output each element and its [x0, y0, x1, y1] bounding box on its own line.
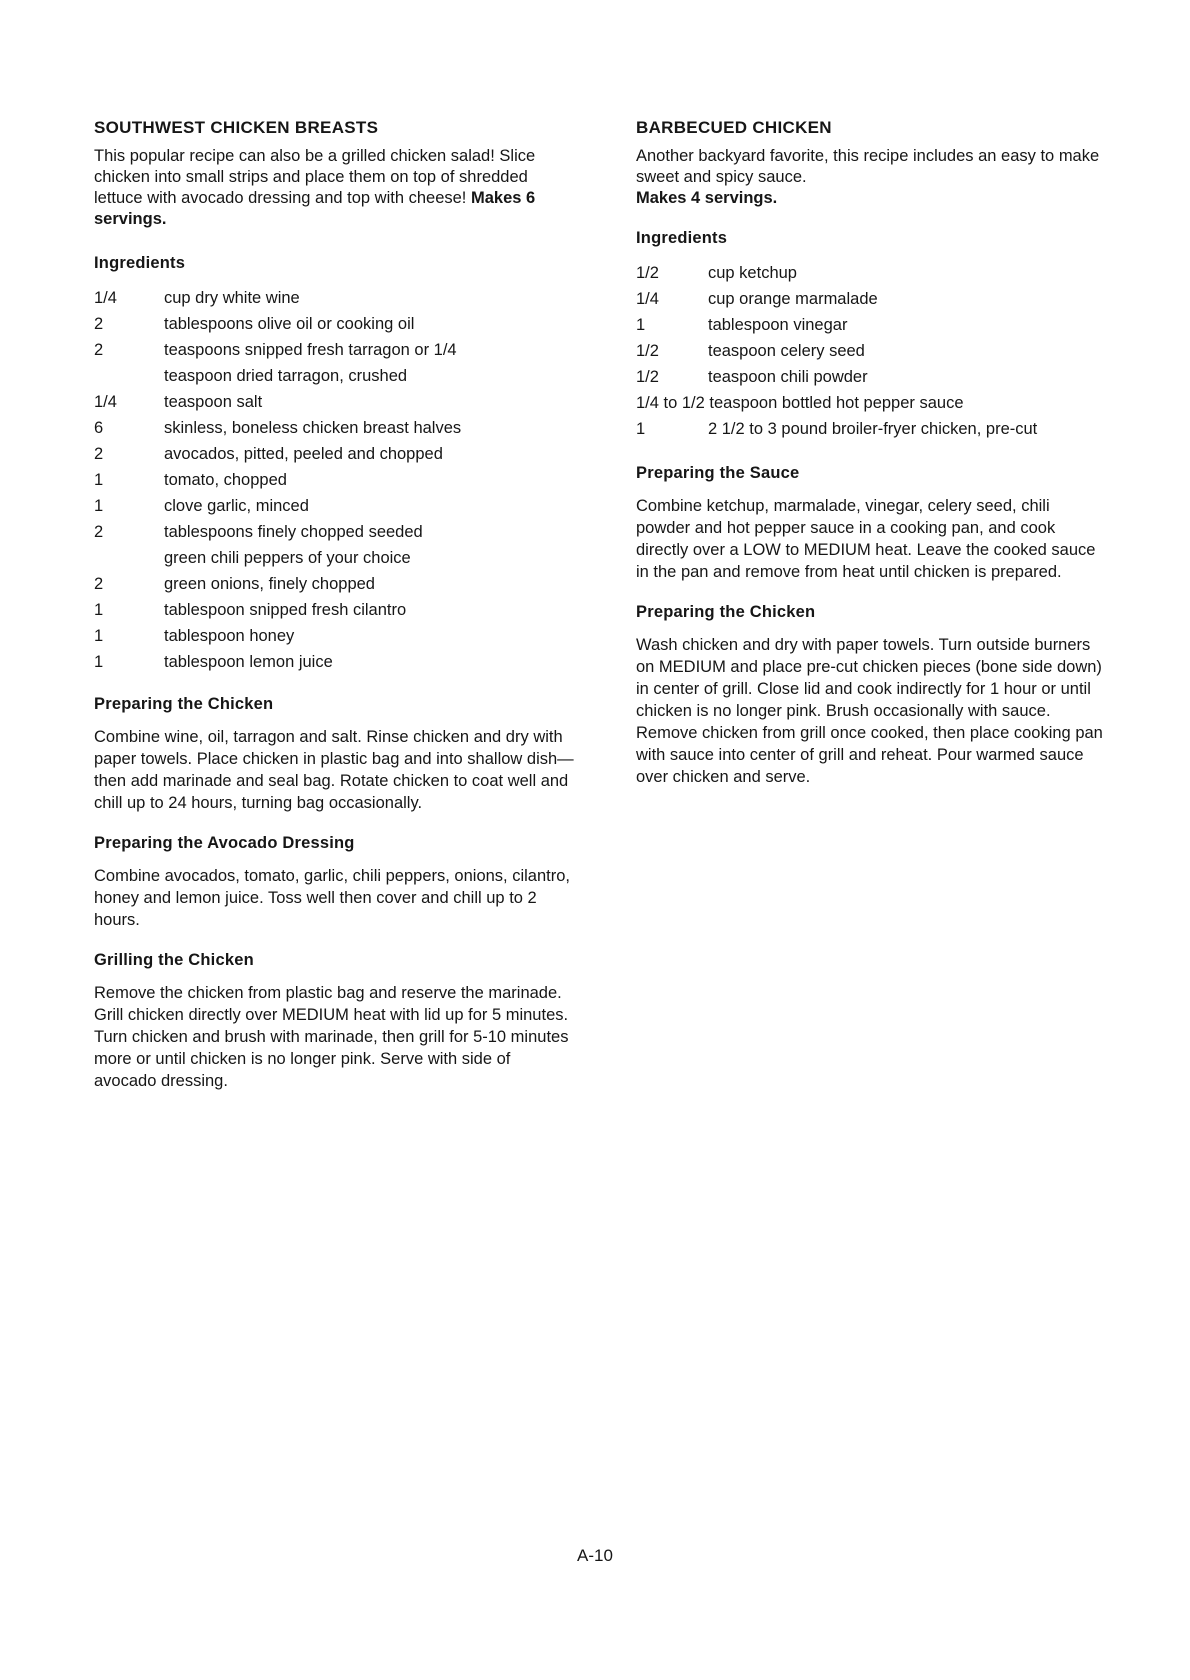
ingredient-desc	[164, 337, 574, 389]
ingredient-qty: 1/2	[636, 368, 659, 386]
recipe-title: BARBECUED CHICKEN	[636, 118, 832, 137]
ingredient-item	[94, 389, 574, 415]
recipe-barbecued-chicken	[636, 118, 1106, 788]
ingredient-item	[94, 571, 574, 597]
intro-text: This popular recipe can also be a grilled chicken salad! Slice chicken into small strips and place them on top of shredded lettuce with avocado dressing and top with cheese!	[94, 147, 536, 207]
ingredient-qty: 1/2	[636, 342, 659, 360]
ingredient-desc: cup orange marmalade	[708, 290, 878, 308]
ingredient-desc-line: teaspoon dried tarragon, crushed	[164, 367, 408, 385]
section-heading-grilling: Grilling the Chicken	[94, 951, 254, 969]
ingredient-list	[94, 285, 574, 675]
ingredient-item	[94, 623, 574, 649]
ingredient-item: 1/4 to 1/2 teaspoon bottled hot pepper sauce	[636, 394, 964, 412]
ingredient-qty: 1/4	[94, 289, 117, 307]
ingredient-item	[94, 285, 574, 311]
ingredient-qty: 2	[94, 341, 104, 359]
ingredient-item	[94, 493, 574, 519]
ingredient-qty: 1	[94, 471, 104, 489]
ingredient-qty: 1	[94, 497, 104, 515]
ingredients-heading: Ingredients	[94, 254, 186, 272]
ingredient-item	[636, 364, 1106, 390]
ingredient-qty: 1	[94, 653, 104, 671]
ingredient-desc: teaspoon salt	[164, 393, 263, 411]
servings-line	[636, 188, 1106, 209]
section-heading-preparing-chicken: Preparing the Chicken	[94, 695, 274, 713]
ingredient-qty: 1	[94, 601, 104, 619]
ingredient-desc: tablespoon honey	[164, 627, 295, 645]
servings: Makes 6 servings.	[94, 189, 536, 228]
recipe-intro: Another backyard favorite, this recipe includes an easy to make sweet and spicy sauce.	[636, 147, 1100, 186]
ingredient-qty: 1/2	[636, 264, 659, 282]
recipe-title: SOUTHWEST CHICKEN BREASTS	[94, 118, 379, 137]
ingredient-desc: cup dry white wine	[164, 289, 300, 307]
ingredient-qty: 2	[94, 575, 104, 593]
ingredient-desc: tomato, chopped	[164, 471, 287, 489]
ingredient-qty: 1/4	[636, 290, 659, 308]
page-number: A-10	[577, 1546, 613, 1565]
ingredient-item	[94, 597, 574, 623]
section-text: Wash chicken and dry with paper towels. Turn outside burners on MEDIUM and place pre-cut chicken pieces (bone side down) in center of grill. Close lid and cook indirectly for 1 hour or until chicken is no longer pink. Brush occasionally with sauce. Remove chicken from grill once cooked, then place cooking pan with sauce into center of grill and reheat. Pour warmed sauce over chicken and serve.	[636, 636, 1103, 786]
ingredient-desc: avocados, pitted, peeled and chopped	[164, 445, 443, 463]
ingredients-heading: Ingredients	[636, 229, 728, 247]
ingredient-qty: 1	[94, 627, 104, 645]
ingredient-item	[94, 311, 574, 337]
ingredient-list	[636, 260, 1106, 442]
section-heading-preparing-chicken: Preparing the Chicken	[636, 603, 816, 621]
ingredient-desc: tablespoon lemon juice	[164, 653, 333, 671]
ingredient-item	[636, 416, 1106, 442]
ingredient-item	[94, 415, 574, 441]
ingredient-desc: teaspoon chili powder	[708, 368, 868, 386]
ingredient-qty: 6	[94, 419, 104, 437]
ingredient-item	[636, 260, 1106, 286]
ingredient-item	[94, 441, 574, 467]
ingredient-desc: skinless, boneless chicken breast halves	[164, 419, 462, 437]
ingredient-qty: 2	[94, 523, 104, 541]
ingredient-desc: tablespoon vinegar	[708, 316, 848, 334]
ingredient-item	[94, 337, 574, 389]
recipe-southwest-chicken	[94, 118, 574, 1092]
ingredient-item	[636, 286, 1106, 312]
ingredient-item	[636, 338, 1106, 364]
section-heading-preparing-sauce: Preparing the Sauce	[636, 464, 800, 482]
ingredient-desc	[164, 519, 574, 571]
ingredient-qty: 2	[94, 445, 104, 463]
ingredient-qty: 1	[636, 420, 646, 438]
ingredient-item	[94, 649, 574, 675]
ingredient-desc: 2 1/2 to 3 pound broiler-fryer chicken, pre-cut	[708, 420, 1038, 438]
ingredient-qty: 2	[94, 315, 104, 333]
section-text: Combine avocados, tomato, garlic, chili peppers, onions, cilantro, honey and lemon juice. Toss well then cover and chill up to 2 hours.	[94, 867, 570, 929]
ingredient-desc: tablespoon snipped fresh cilantro	[164, 601, 407, 619]
ingredient-desc: teaspoon celery seed	[708, 342, 865, 360]
recipe-intro	[94, 146, 574, 230]
ingredient-qty: 1	[636, 316, 646, 334]
ingredient-desc: clove garlic, minced	[164, 497, 309, 515]
section-heading-avocado-dressing: Preparing the Avocado Dressing	[94, 834, 355, 852]
ingredient-item	[636, 312, 1106, 338]
ingredient-item	[94, 519, 574, 571]
section-text: Combine ketchup, marmalade, vinegar, celery seed, chili powder and hot pepper sauce in a cooking pan, and cook directly over a LOW to MEDIUM heat. Leave the cooked sauce in the pan and remove from heat until chicken is prepared.	[636, 497, 1096, 581]
section-text: Combine wine, oil, tarragon and salt. Rinse chicken and dry with paper towels. Place chicken in plastic bag and into shallow dish—then add marinade and seal bag. Rotate chicken to coat well and chill up to 24 hours, turning bag occasionally.	[94, 728, 574, 812]
ingredient-desc-line: teaspoons snipped fresh tarragon or 1/4	[164, 341, 457, 359]
ingredient-qty: 1/4	[94, 393, 117, 411]
ingredient-item	[94, 467, 574, 493]
section-text: Remove the chicken from plastic bag and reserve the marinade. Grill chicken directly over MEDIUM heat with lid up for 5 minutes. Turn chicken and brush with marinade, then grill for 5-10 minutes more or until chicken is no longer pink. Serve with side of avocado dressing.	[94, 984, 569, 1090]
servings: Makes 4 servings.	[636, 189, 778, 207]
ingredient-desc: cup ketchup	[708, 264, 797, 282]
ingredient-desc-line: tablespoons finely chopped seeded	[164, 523, 423, 541]
ingredient-desc: tablespoons olive oil or cooking oil	[164, 315, 415, 333]
ingredient-desc: green onions, finely chopped	[164, 575, 375, 593]
ingredient-desc-line: green chili peppers of your choice	[164, 549, 411, 567]
